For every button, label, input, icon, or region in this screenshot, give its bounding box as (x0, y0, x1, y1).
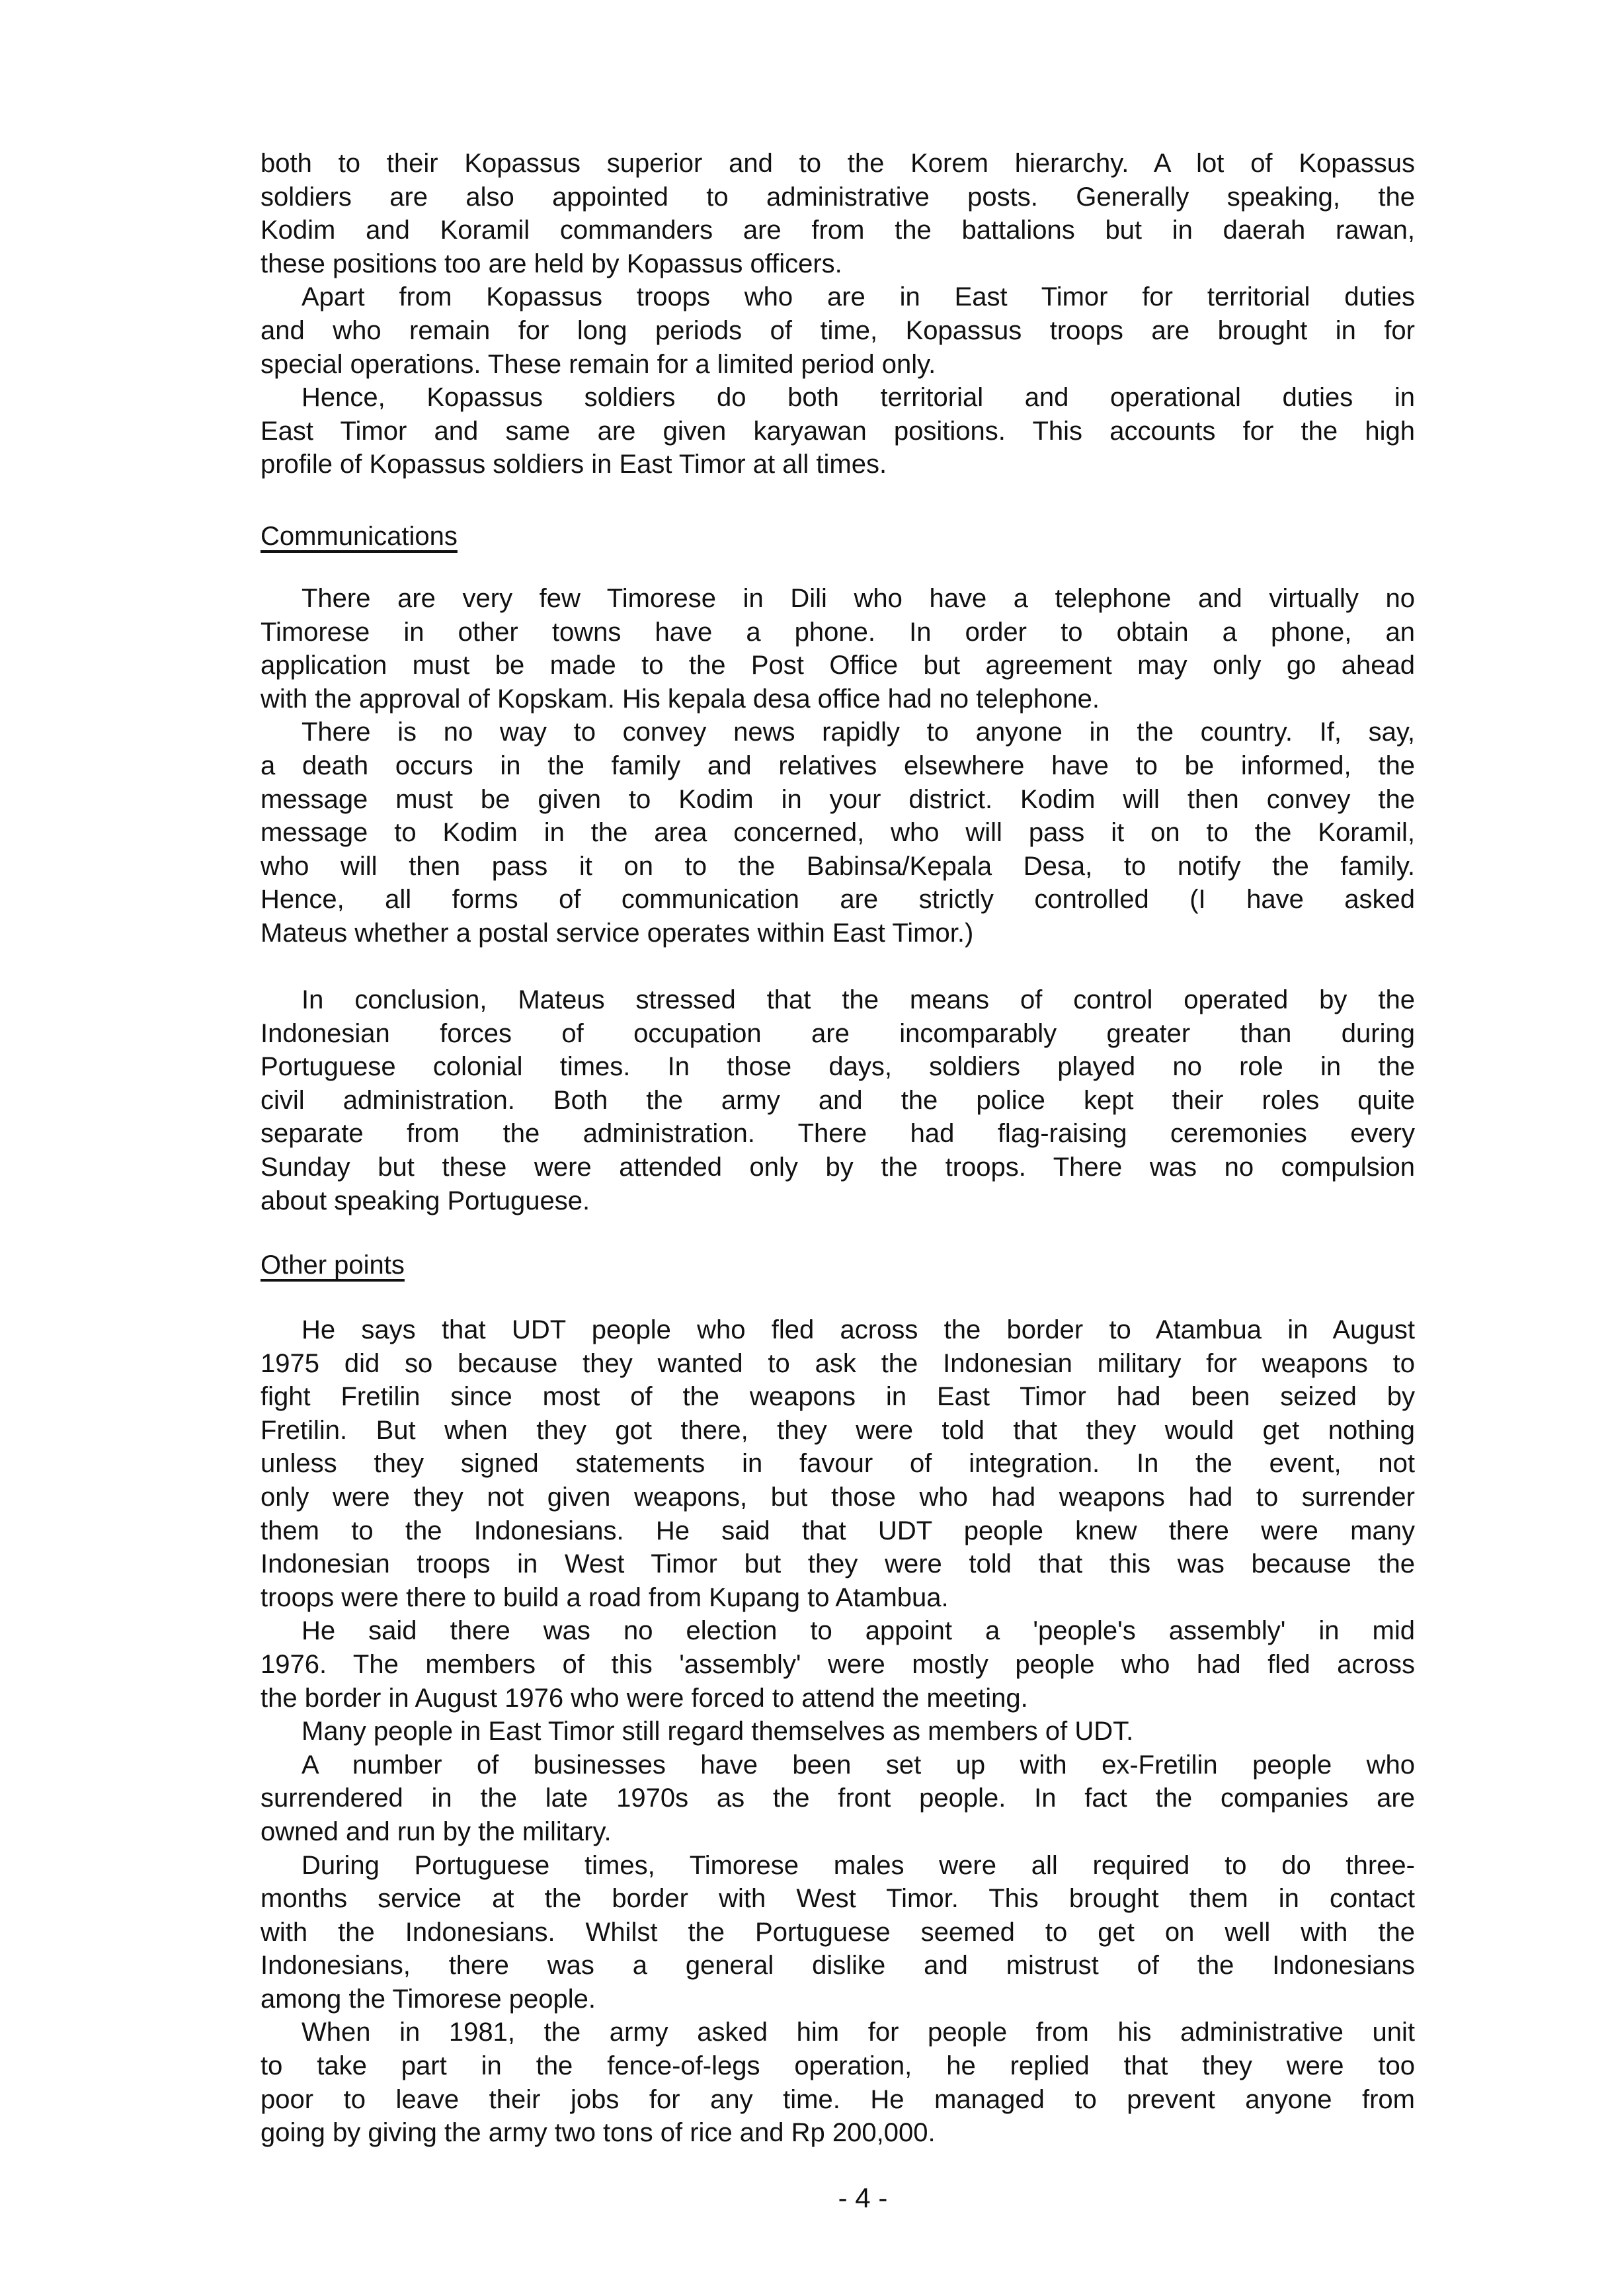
text-line: the border in August 1976 who were forced to attend the meeting. (261, 1683, 1028, 1713)
text-line: 1975 did so because they wanted to ask the Indonesian military for weapons to (261, 1348, 1415, 1378)
paragraph (261, 2016, 1415, 2149)
text-line: with the approval of Kopskam. His kepala desa office had no telephone. (261, 684, 1100, 714)
text-line: Indonesian troops in West Timor but they were told that this was because the (261, 1549, 1415, 1579)
text-line: unless they signed statements in favour of integration. In the event, not (261, 1449, 1415, 1479)
text-line: fight Fretilin since most of the weapons in East Timor had been seized by (261, 1382, 1415, 1412)
communications-section (261, 582, 1415, 950)
text-line: going by giving the army two tons of rice and Rp 200,000. (261, 2118, 936, 2148)
text-line: a death occurs in the family and relatives elsewhere have to be informed, the (261, 751, 1415, 780)
text-line: 1976. The members of this 'assembly' were mostly people who had fled across (261, 1649, 1415, 1679)
text-line: message must be given to Kodim in your district. Kodim will then convey the (261, 784, 1415, 814)
text-line: He said there was no election to appoint a 'people's assembly' in mid (302, 1616, 1415, 1646)
text-line: with the Indonesians. Whilst the Portuguese seemed to get on well with the (261, 1917, 1415, 1947)
text-line: message to Kodim in the area concerned, who will pass it on to the Koramil, (261, 818, 1415, 848)
text-line: Indonesian forces of occupation are incomparably greater than during (261, 1018, 1415, 1048)
text-line: who will then pass it on to the Babinsa/Kepala Desa, to notify the family. (261, 851, 1415, 881)
text-line: Many people in East Timor still regard themselves as members of UDT. (302, 1717, 1134, 1746)
heading-other-points: Other points (261, 1250, 405, 1280)
text-line: Portuguese colonial times. In those days, soldiers played no role in the (261, 1052, 1415, 1082)
text-line: owned and run by the military. (261, 1817, 612, 1846)
intro-section (261, 147, 1415, 481)
other-points-section (261, 1313, 1415, 2150)
text-line: separate from the administration. There had flag-raising ceremonies every (261, 1119, 1415, 1149)
text-line: and who remain for long periods of time, Kopassus troops are brought in for (261, 315, 1415, 345)
text-line: There are very few Timorese in Dili who have a telephone and virtually no (302, 584, 1415, 613)
text-line: them to the Indonesians. He said that UDT people knew there were many (261, 1516, 1415, 1545)
paragraph (261, 1715, 1415, 1748)
text-line: Mateus whether a postal service operates within East Timor.) (261, 918, 974, 948)
text-line: When in 1981, the army asked him for people from his administrative unit (302, 2018, 1415, 2047)
text-line: Hence, all forms of communication are strictly controlled (I have asked (261, 885, 1415, 915)
text-line: application must be made to the Post Office but agreement may only go ahead (261, 651, 1415, 680)
text-line: only were they not given weapons, but those who had weapons had to surrender (261, 1482, 1415, 1512)
paragraph (261, 582, 1415, 716)
text-line: Timorese in other towns have a phone. In order to obtain a phone, an (261, 617, 1415, 647)
paragraph (261, 147, 1415, 280)
text-line: both to their Kopassus superior and to the Korem hierarchy. A lot of Kopassus (261, 149, 1415, 178)
text-line: East Timor and same are given karyawan positions. This accounts for the high (261, 416, 1415, 446)
text-line: these positions too are held by Kopassus officers. (261, 249, 842, 278)
text-line: A number of businesses have been set up with ex-Fretilin people who (302, 1750, 1415, 1780)
paragraph (261, 716, 1415, 950)
paragraph (261, 1614, 1415, 1715)
paragraph (261, 1313, 1415, 1614)
paragraph (261, 381, 1415, 481)
text-line: Kodim and Koramil commanders are from the battalions but in daerah rawan, (261, 216, 1415, 245)
text-line: Apart from Kopassus troops who are in East Timor for territorial duties (302, 282, 1415, 312)
text-line: troops were there to build a road from Kupang to Atambua. (261, 1582, 949, 1612)
text-line: profile of Kopassus soldiers in East Timor at all times. (261, 450, 887, 479)
text-line: Indonesians, there was a general dislike and mistrust of the Indonesians (261, 1951, 1415, 1981)
text-line: During Portuguese times, Timorese males were all required to do three- (302, 1850, 1415, 1880)
page-number: - 4 - (838, 2182, 888, 2213)
text-line: He says that UDT people who fled across the border to Atambua in August (302, 1315, 1415, 1344)
text-line: Sunday but these were attended only by the troops. There was no compulsion (261, 1152, 1415, 1182)
text-line: special operations. These remain for a limited period only. (261, 349, 936, 379)
text-line: There is no way to convey news rapidly to anyone in the country. If, say, (302, 718, 1415, 747)
text-line: about speaking Portuguese. (261, 1186, 590, 1215)
paragraph (261, 983, 1415, 1217)
text-line: among the Timorese people. (261, 1984, 596, 2014)
conclusion-section (261, 983, 1415, 1217)
text-line: surrendered in the late 1970s as the front people. In fact the companies are (261, 1784, 1415, 1813)
text-line: soldiers are also appointed to administrative posts. Generally speaking, the (261, 182, 1415, 212)
text-line: months service at the border with West Timor. This brought them in contact (261, 1884, 1415, 1914)
text-line: poor to leave their jobs for any time. He managed to prevent anyone from (261, 2084, 1415, 2114)
text-line: civil administration. Both the army and the police kept their roles quite (261, 1085, 1415, 1115)
paragraph (261, 1849, 1415, 2016)
heading-communications: Communications (261, 522, 458, 551)
text-line: to take part in the fence-of-legs operation, he replied that they were too (261, 2051, 1415, 2081)
text-line: Fretilin. But when they got there, they were told that they would get nothing (261, 1415, 1415, 1445)
paragraph (261, 1748, 1415, 1849)
paragraph (261, 280, 1415, 381)
text-line: Hence, Kopassus soldiers do both territorial and operational duties in (302, 383, 1415, 413)
text-line: In conclusion, Mateus stressed that the means of control operated by the (302, 985, 1415, 1014)
